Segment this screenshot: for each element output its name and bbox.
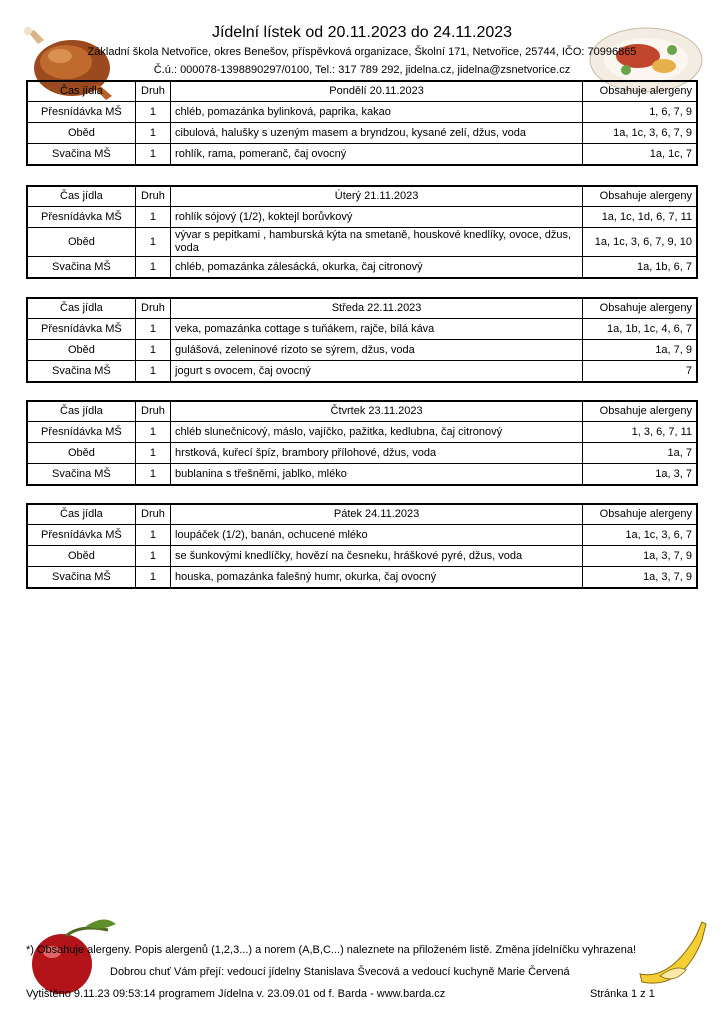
meal-food: chléb slunečnicový, máslo, vajíčko, pažitka, kedlubna, čaj citronový (171, 422, 583, 443)
meal-allergens: 1a, 3, 7 (583, 464, 697, 486)
column-header-druh: Druh (135, 504, 170, 525)
meal-time: Oběd (27, 546, 135, 567)
meal-allergens: 1, 3, 6, 7, 11 (583, 422, 697, 443)
column-header-time: Čas jídla (27, 504, 135, 525)
meal-druh: 1 (135, 228, 170, 257)
column-header-time: Čas jídla (27, 401, 135, 422)
table-row (27, 340, 697, 361)
page-number: Stránka 1 z 1 (590, 988, 655, 1000)
day-label: Pátek 24.11.2023 (171, 504, 583, 525)
meal-allergens: 1a, 7, 9 (583, 340, 697, 361)
meal-time: Přesnídávka MŠ (27, 525, 135, 546)
table-row (27, 567, 697, 589)
meal-allergens: 1a, 1c, 1d, 6, 7, 11 (583, 207, 697, 228)
table-row (27, 319, 697, 340)
column-header-time: Čas jídla (27, 298, 135, 319)
meal-druh: 1 (135, 567, 170, 589)
table-row (27, 443, 697, 464)
meal-food: se šunkovými knedlíčky, hovězí na česneku, hráškové pyré, džus, voda (171, 546, 583, 567)
day-menu-table (26, 297, 698, 383)
meal-time: Svačina MŠ (27, 257, 135, 279)
day-label: Středa 22.11.2023 (171, 298, 583, 319)
meal-food: bublanina s třešněmi, jablko, mléko (171, 464, 583, 486)
column-header-time: Čas jídla (27, 186, 135, 207)
table-row (27, 102, 697, 123)
meal-druh: 1 (135, 422, 170, 443)
school-info: Základní škola Netvořice, okres Benešov, příspěvková organizace, Školní 171, Netvořice, 25744, IČO: 70996865 (87, 46, 637, 58)
table-header-row (27, 401, 697, 422)
meal-druh: 1 (135, 525, 170, 546)
table-row (27, 546, 697, 567)
table-header-row (27, 298, 697, 319)
meal-food: gulášová, zeleninové rizoto se sýrem, džus, voda (171, 340, 583, 361)
page-title: Jídelní lístek od 20.11.2023 do 24.11.2023 (211, 24, 513, 41)
meal-druh: 1 (135, 319, 170, 340)
column-header-druh: Druh (135, 401, 170, 422)
day-menu-table (26, 80, 698, 166)
meal-food: rohlík sójový (1/2), koktejl borůvkový (171, 207, 583, 228)
day-menu-table (26, 400, 698, 486)
meal-allergens: 1a, 1c, 3, 6, 7 (583, 525, 697, 546)
meal-time: Přesnídávka MŠ (27, 207, 135, 228)
meal-druh: 1 (135, 340, 170, 361)
meal-druh: 1 (135, 546, 170, 567)
meal-time: Přesnídávka MŠ (27, 422, 135, 443)
column-header-allergens: Obsahuje alergeny (583, 401, 697, 422)
table-header-row (27, 504, 697, 525)
meal-food: vývar s pepitkami , hamburská kýta na smetaně, houskové knedlíky, ovoce, džus, voda (171, 228, 583, 257)
meal-druh: 1 (135, 361, 170, 383)
meal-allergens: 1a, 1c, 3, 6, 7, 9, 10 (583, 228, 697, 257)
table-row (27, 525, 697, 546)
day-label: Pondělí 20.11.2023 (171, 81, 583, 102)
column-header-time: Čas jídla (27, 81, 135, 102)
meal-time: Oběd (27, 123, 135, 144)
table-row (27, 144, 697, 166)
meal-food: jogurt s ovocem, čaj ovocný (171, 361, 583, 383)
meal-time: Přesnídávka MŠ (27, 319, 135, 340)
column-header-druh: Druh (135, 81, 170, 102)
table-header-row (27, 186, 697, 207)
greeting: Dobrou chuť Vám přejí: vedoucí jídelny Stanislava Švecová a vedoucí kuchyně Marie Červená (110, 966, 570, 978)
contact-info: Č.ú.: 000078-1398890297/0100, Tel.: 317 789 292, jidelna.cz, jidelna@zsnetvorice.cz (153, 64, 571, 76)
meal-druh: 1 (135, 144, 170, 166)
meal-food: cibulová, halušky s uzeným masem a bryndzou, kysané zelí, džus, voda (171, 123, 583, 144)
column-header-druh: Druh (135, 298, 170, 319)
meal-time: Svačina MŠ (27, 464, 135, 486)
meal-druh: 1 (135, 257, 170, 279)
meal-allergens: 1a, 1c, 3, 6, 7, 9 (583, 123, 697, 144)
column-header-druh: Druh (135, 186, 170, 207)
table-row (27, 464, 697, 486)
meal-time: Oběd (27, 443, 135, 464)
column-header-allergens: Obsahuje alergeny (583, 298, 697, 319)
day-menu-table (26, 503, 698, 589)
meal-food: houska, pomazánka falešný humr, okurka, čaj ovocný (171, 567, 583, 589)
meal-food: chléb, pomazánka bylinková, paprika, kakao (171, 102, 583, 123)
meal-druh: 1 (135, 443, 170, 464)
table-row (27, 361, 697, 383)
meal-time: Oběd (27, 340, 135, 361)
meal-food: hrstková, kuřecí špíz, brambory přílohové, džus, voda (171, 443, 583, 464)
day-label: Úterý 21.11.2023 (171, 186, 583, 207)
column-header-allergens: Obsahuje alergeny (583, 504, 697, 525)
table-row (27, 228, 697, 257)
meal-allergens: 1a, 3, 7, 9 (583, 546, 697, 567)
column-header-allergens: Obsahuje alergeny (583, 186, 697, 207)
table-row (27, 207, 697, 228)
meal-time: Svačina MŠ (27, 567, 135, 589)
meal-allergens: 1a, 1b, 1c, 4, 6, 7 (583, 319, 697, 340)
meal-food: rohlík, rama, pomeranč, čaj ovocný (171, 144, 583, 166)
meal-allergens: 1, 6, 7, 9 (583, 102, 697, 123)
day-menu-table (26, 185, 698, 279)
meal-food: chléb, pomazánka zálesácká, okurka, čaj citronový (171, 257, 583, 279)
print-info: Vytištěno 9.11.23 09:53:14 programem Jídelna v. 23.09.01 od f. Barda - www.barda.cz (26, 988, 446, 1000)
table-row (27, 257, 697, 279)
meal-food: loupáček (1/2), banán, ochucené mléko (171, 525, 583, 546)
meal-time: Přesnídávka MŠ (27, 102, 135, 123)
table-row (27, 123, 697, 144)
meal-time: Svačina MŠ (27, 361, 135, 383)
meal-time: Oběd (27, 228, 135, 257)
meal-druh: 1 (135, 207, 170, 228)
meal-allergens: 7 (583, 361, 697, 383)
column-header-allergens: Obsahuje alergeny (583, 81, 697, 102)
meal-allergens: 1a, 1b, 6, 7 (583, 257, 697, 279)
meal-druh: 1 (135, 464, 170, 486)
meal-time: Svačina MŠ (27, 144, 135, 166)
meal-druh: 1 (135, 102, 170, 123)
meal-allergens: 1a, 3, 7, 9 (583, 567, 697, 589)
table-row (27, 422, 697, 443)
meal-allergens: 1a, 7 (583, 443, 697, 464)
meal-allergens: 1a, 1c, 7 (583, 144, 697, 166)
meal-food: veka, pomazánka cottage s tuňákem, rajče, bílá káva (171, 319, 583, 340)
table-header-row (27, 81, 697, 102)
meal-druh: 1 (135, 123, 170, 144)
day-label: Čtvrtek 23.11.2023 (171, 401, 583, 422)
allergen-note: *) Obsahuje alergeny. Popis alergenů (1,2,3...) a norem (A,B,C...) naleznete na přiloženém listě. Změna jídelníčku vyhrazena! (26, 944, 636, 956)
